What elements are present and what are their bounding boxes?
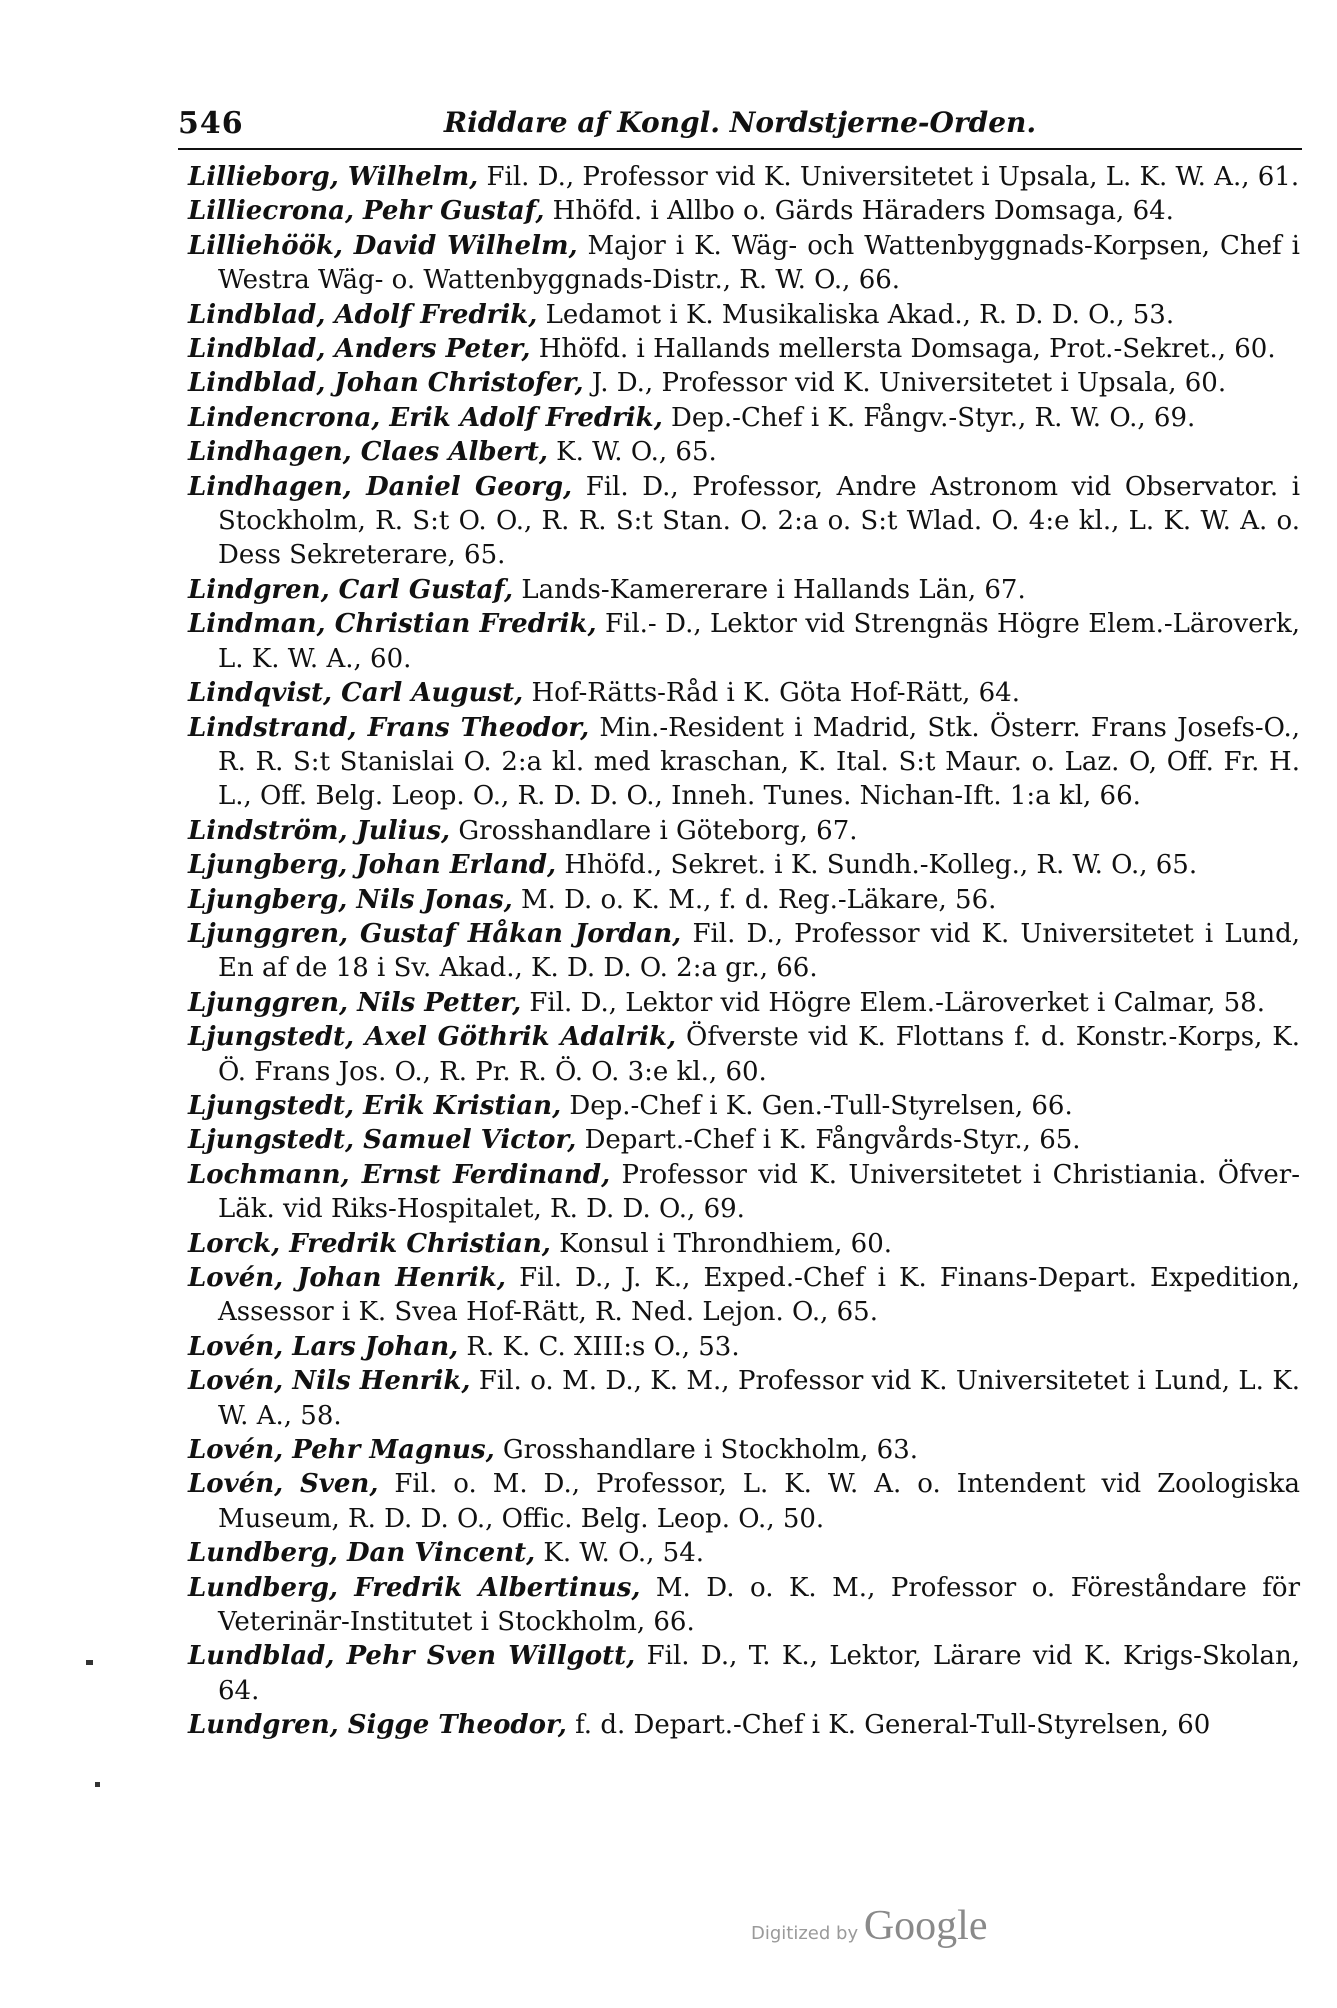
entry-name: Lindman, Christian Fredrik, <box>188 609 597 640</box>
running-title: Riddare af Kongl. Nordstjerne-Orden. <box>443 106 1037 139</box>
entry-name: Ljungstedt, Axel Göthrik Adalrik, <box>188 1022 677 1053</box>
entry <box>188 1123 1300 1157</box>
entry-text: Konsul i Throndhiem, 60. <box>559 1228 893 1259</box>
entry <box>188 917 1300 986</box>
entry-text: Fil. D., Lektor vid Högre Elem.-Läroverket i Calmar, 58. <box>529 987 1265 1018</box>
entry <box>188 366 1300 400</box>
entry-text: M. D. o. K. M., f. d. Reg.-Läkare, 56. <box>520 884 997 915</box>
page-header <box>178 100 1302 150</box>
entry-text: Grosshandlare i Göteborg, 67. <box>458 815 858 846</box>
entry-name: Lindblad, Adolf Fredrik, <box>188 299 538 330</box>
entry <box>188 1020 1300 1089</box>
entry <box>188 1261 1300 1330</box>
entry-text: Professor vid K. Universitetet i Christiania. Öfver-Läk. vid Riks-Hospitalet, R. D. D. O., 69. <box>218 1159 1301 1225</box>
entry <box>188 470 1300 573</box>
entry-name: Lindhagen, Claes Albert, <box>188 437 548 468</box>
entry <box>188 298 1300 332</box>
entry-name: Ljungstedt, Samuel Victor, <box>188 1125 577 1156</box>
entry-name: Ljungstedt, Erik Kristian, <box>188 1090 562 1121</box>
entry <box>188 435 1300 469</box>
entry-text: Ledamot i K. Musikaliska Akad., R. D. D. O., 53. <box>545 299 1175 330</box>
entry <box>188 1639 1300 1708</box>
entry <box>188 607 1300 676</box>
entry-name: Lindqvist, Carl August, <box>188 678 524 709</box>
entry-name: Ljungberg, Johan Erland, <box>188 850 557 881</box>
entry-name: Lindencrona, Erik Adolf Fredrik, <box>188 402 663 433</box>
entry-text: Min.-Resident i Madrid, Stk. Österr. Frans Josefs-O., R. R. S:t Stanislai O. 2:a kl. med kraschan, K. Ital. S:t Maur. o. Laz. O, Off. Fr. H. L., Off. Belg. Leop. O., R. D. D. O., Inneh. Tunes. Nichan-Ift. 1:a kl, 66. <box>218 712 1300 812</box>
entry-text: Grosshandlare i Stockholm, 63. <box>502 1435 919 1466</box>
entry <box>188 573 1300 607</box>
entry <box>188 1158 1300 1227</box>
entry-list <box>188 160 1300 1743</box>
entry-text: M. D. o. K. M., Professor o. Föreståndare för Veterinär-Institutet i Stockholm, 66. <box>218 1572 1300 1638</box>
entry-text: Fil. o. M. D., Professor, L. K. W. A. o. Intendent vid Zoologiska Museum, R. D. D. O., Offic. Belg. Leop. O., 50. <box>218 1469 1301 1534</box>
entry-text: K. W. O., 54. <box>543 1538 705 1569</box>
entry-text: Fil. D., Professor vid K. Universitetet i Lund, En af de 18 i Sv. Akad., K. D. D. O. 2:a gr., 66. <box>218 918 1300 984</box>
entry <box>188 1571 1300 1640</box>
entry-text: K. W. O., 65. <box>556 437 717 468</box>
entry <box>188 986 1300 1020</box>
entry-text: Hhöfd. i Allbo o. Gärds Häraders Domsaga, 64. <box>552 196 1174 227</box>
entry-text: Depart.-Chef i K. Fångvårds-Styr., 65. <box>584 1125 1081 1156</box>
entry <box>188 1467 1300 1536</box>
entry-name: Lundblad, Pehr Sven Willgott, <box>188 1641 636 1672</box>
entry-name: Lilliecrona, Pehr Gustaf, <box>188 196 545 227</box>
entry <box>188 1364 1300 1433</box>
page-number: 546 <box>178 106 244 141</box>
entry-text: Major i K. Wäg- och Wattenbyggnads-Korpsen, Chef i Westra Wäg- o. Wattenbyggnads-Distr., R. W. O., 66. <box>218 230 1300 296</box>
entry <box>188 401 1300 435</box>
entry-name: Lorck, Fredrik Christian, <box>188 1228 551 1259</box>
entry-name: Lillieborg, Wilhelm, <box>188 162 479 192</box>
entry-name: Lundberg, Dan Vincent, <box>188 1538 536 1569</box>
entry-text: Dep.-Chef i K. Gen.-Tull-Styrelsen, 66. <box>569 1090 1073 1121</box>
google-logo: Google <box>863 1903 988 1949</box>
entry-text: Lands-Kamererare i Hallands Län, 67. <box>521 574 1026 605</box>
entry-text: Fil. D., T. K., Lektor, Lärare vid K. Krigs-Skolan, 64. <box>218 1641 1300 1706</box>
entry-text: Öfverste vid K. Flottans f. d. Konstr.-Korps, K. Ö. Frans Jos. O., R. Pr. R. Ö. O. 3:e kl., 60. <box>218 1022 1301 1087</box>
entry-name: Lundgren, Sigge Theodor, <box>188 1710 567 1741</box>
entry-text: Fil. D., J. K., Exped.-Chef i K. Finans-Depart. Expedition, Assessor i K. Svea Hof-Rätt, R. Ned. Lejon. O., 65. <box>218 1263 1300 1328</box>
entry-name: Lovén, Pehr Magnus, <box>188 1435 495 1466</box>
digitized-label: Digitized by <box>751 1923 859 1944</box>
entry <box>188 1089 1300 1123</box>
entry-name: Lovén, Johan Henrik, <box>188 1263 506 1293</box>
entry <box>188 1433 1300 1467</box>
entry <box>188 1536 1300 1570</box>
page-speck <box>86 1660 93 1665</box>
entry-name: Ljunggren, Gustaf Håkan Jordan, <box>188 918 682 949</box>
entry-name: Lindblad, Anders Peter, <box>188 334 531 365</box>
entry-name: Lovén, Sven, <box>188 1469 379 1500</box>
entry-text: Fil.- D., Lektor vid Strengnäs Högre Elem.-Läroverk, L. K. W. A., 60. <box>218 609 1300 674</box>
entry-text: Fil. o. M. D., K. M., Professor vid K. Universitetet i Lund, L. K. W. A., 58. <box>218 1366 1301 1431</box>
entry-name: Lundberg, Fredrik Albertinus, <box>188 1572 641 1603</box>
entry-text: Hhöfd. i Hallands mellersta Domsaga, Prot.-Sekret., 60. <box>538 334 1276 365</box>
entry <box>188 711 1300 814</box>
entry <box>188 1227 1300 1261</box>
entry-text: R. K. C. XIII:s O., 53. <box>466 1331 740 1362</box>
page-speck <box>95 1782 100 1787</box>
digitized-by-watermark <box>751 1902 988 1950</box>
entry <box>188 883 1300 917</box>
entry-name: Ljunggren, Nils Petter, <box>188 987 522 1018</box>
entry <box>188 1330 1300 1364</box>
entry-text: Fil. D., Professor vid K. Universitetet i Upsala, L. K. W. A., 61. <box>486 162 1300 192</box>
entry-text: J. D., Professor vid K. Universitetet i Upsala, 60. <box>591 368 1227 399</box>
entry-name: Lindgren, Carl Gustaf, <box>188 574 514 605</box>
entry-name: Lochmann, Ernst Ferdinand, <box>188 1159 611 1190</box>
entry <box>188 194 1300 228</box>
entry-text: Dep.-Chef i K. Fångv.-Styr., R. W. O., 69. <box>671 402 1196 433</box>
entry-name: Lindstrand, Frans Theodor, <box>188 712 590 743</box>
entry-text: Hhöfd., Sekret. i K. Sundh.-Kolleg., R. W. O., 65. <box>564 850 1198 881</box>
entry <box>188 160 1300 194</box>
entry-text: Fil. D., Professor, Andre Astronom vid Observator. i Stockholm, R. S:t O. O., R. R. S:t Stan. O. 2:a o. S:t Wlad. O. 4:e kl., L. K. W. A. o. Dess Sekreterare, 65. <box>218 471 1301 571</box>
entry-name: Lilliehöök, David Wilhelm, <box>188 230 578 261</box>
entry <box>188 676 1300 710</box>
entry <box>188 848 1300 882</box>
entry-text: f. d. Depart.-Chef i K. General-Tull-Styrelsen, 60 <box>575 1710 1211 1741</box>
entry-name: Lindström, Julius, <box>188 815 451 846</box>
entry-name: Lovén, Nils Henrik, <box>188 1366 471 1397</box>
entry <box>188 332 1300 366</box>
entry-name: Lindhagen, Daniel Georg, <box>188 471 573 502</box>
entry-name: Lovén, Lars Johan, <box>188 1331 459 1362</box>
entry-text: Hof-Rätts-Råd i K. Göta Hof-Rätt, 64. <box>531 678 1020 709</box>
entry <box>188 814 1300 848</box>
entry <box>188 229 1300 298</box>
entry <box>188 1708 1300 1742</box>
entry-name: Lindblad, Johan Christofer, <box>188 368 584 399</box>
entry-name: Ljungberg, Nils Jonas, <box>188 884 513 915</box>
